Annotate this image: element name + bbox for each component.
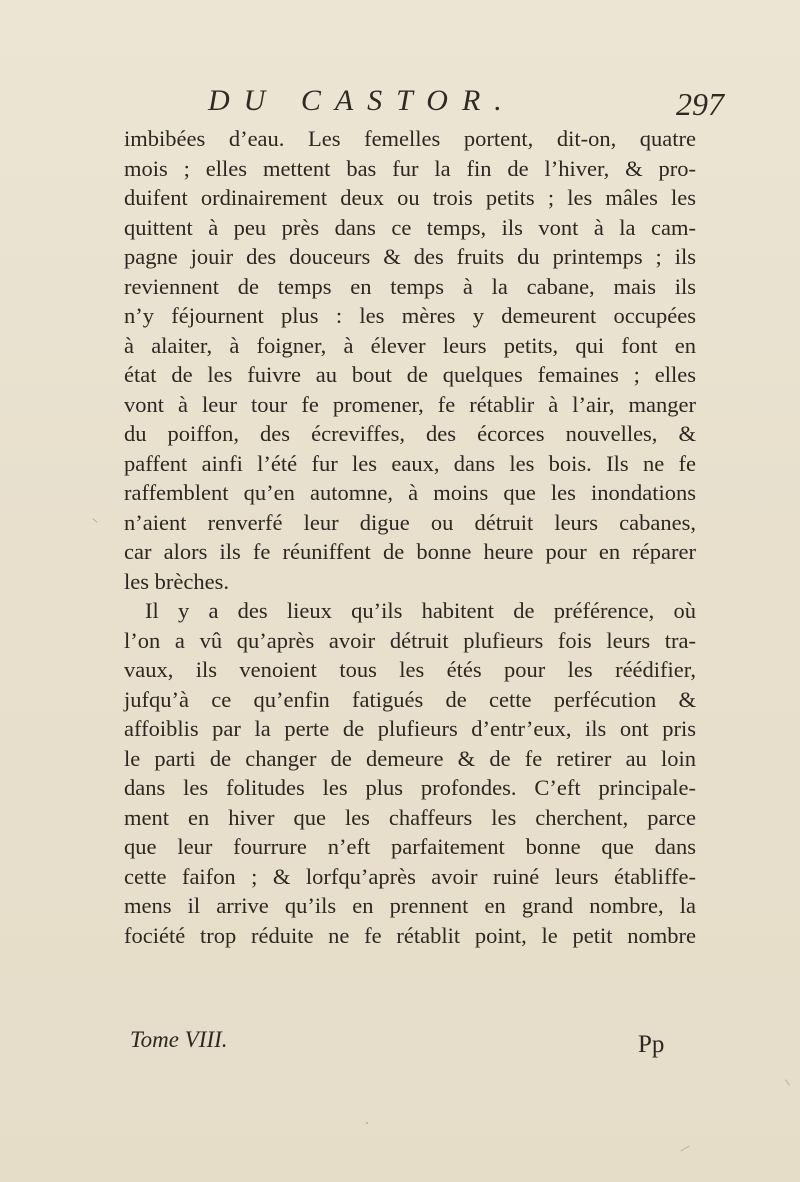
page-number: 297 xyxy=(676,86,724,122)
paper-speck xyxy=(92,518,97,523)
page-header xyxy=(0,84,800,124)
text-line: mois ; elles mettent bas fur la fin de l’hiver, & pro- xyxy=(124,155,696,181)
volume-catchword: Tome VIII. xyxy=(130,1027,228,1052)
text-line: cette faifon ; & lorfqu’après avoir ruiné leurs établiffe- xyxy=(124,863,696,889)
paragraph-end-line: les brèches. xyxy=(124,568,229,594)
text-line: affoiblis par la perte de plufieurs d’entr’eux, ils ont pris xyxy=(124,716,696,741)
text-line: pagne jouir des douceurs & des fruits du printemps ; ils xyxy=(124,244,696,269)
text-line: état de les fuivre au bout de quelques femaines ; elles xyxy=(124,362,696,387)
text-line: raffemblent qu’en automne, à moins que les inondations xyxy=(124,480,696,505)
running-head: DU CASTOR. xyxy=(208,84,516,117)
text-line: dans les folitudes les plus profondes. C’eft principale- xyxy=(124,775,696,800)
text-line: ment en hiver que les chaffeurs les cherchent, parce xyxy=(124,804,696,830)
signature-mark: Pp xyxy=(638,1031,665,1058)
text-line: n’aient renverfé leur digue ou détruit leurs cabanes, xyxy=(124,509,696,535)
text-line: l’on a vû qu’après avoir détruit plufieurs fois leurs tra- xyxy=(124,627,696,653)
text-line: duifent ordinairement deux ou trois petits ; les mâles les xyxy=(124,185,696,210)
text-line: mens il arrive qu’ils en prennent en grand nombre, la xyxy=(124,893,696,918)
text-line: vont à leur tour fe promener, fe rétablir à l’air, manger xyxy=(124,391,696,417)
paper-speck xyxy=(366,1122,368,1124)
text-line: jufqu’à ce qu’enfin fatigués de cette perfécution & xyxy=(124,686,696,712)
paragraph-start-line: Il y a des lieux qu’ils habitent de préférence, où xyxy=(145,598,696,623)
text-line: le parti de changer de demeure & de fe retirer au loin xyxy=(124,745,696,771)
paper-speck xyxy=(680,1146,689,1152)
paper-speck xyxy=(785,1079,790,1085)
text-line: que leur fourrure n’eft parfaitement bonne que dans xyxy=(124,834,696,859)
text-line: vaux, ils venoient tous les étés pour les réédifier, xyxy=(124,657,696,682)
text-line: fociété trop réduite ne fe rétablit point, le petit nombre xyxy=(124,922,696,948)
text-line: du poiffon, des écreviffes, des écorces nouvelles, & xyxy=(124,421,696,446)
text-line: car alors ils fe réuniffent de bonne heure pour en réparer xyxy=(124,539,696,564)
body-text xyxy=(124,124,696,950)
text-line: paffent ainfi l’été fur les eaux, dans les bois. Ils ne fe xyxy=(124,450,696,476)
text-line: imbibées d’eau. Les femelles portent, dit-on, quatre xyxy=(124,126,696,151)
text-line: reviennent de temps en temps à la cabane, mais ils xyxy=(124,273,696,299)
text-line: quittent à peu près dans ce temps, ils vont à la cam- xyxy=(124,214,696,240)
text-line: à alaiter, à foigner, à élever leurs petits, qui font en xyxy=(124,332,696,358)
text-line: n’y féjournent plus : les mères y demeurent occupées xyxy=(124,303,696,328)
page-footer xyxy=(0,1027,800,1067)
